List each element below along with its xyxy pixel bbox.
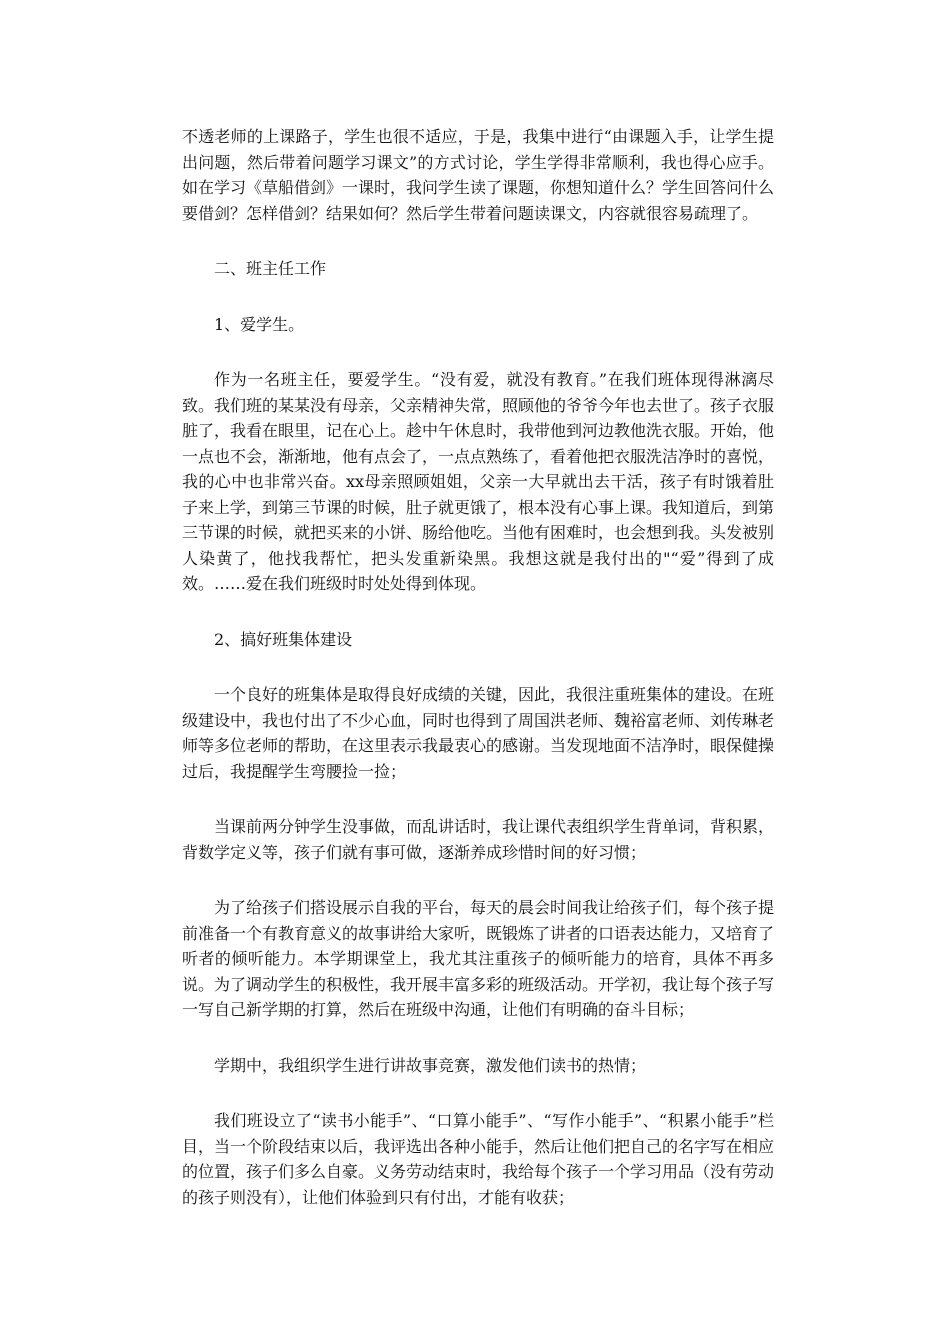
paragraph-love-students: 作为一名班主任，要爱学生。“没有爱，就没有教育。”在我们班体现得淋漓尽致。我们班的某某没有母亲，父亲精神失常，照顾他的爷爷今年也去世了。孩子衣服脏了，我看在眼里，记在心上。趁中午休息时，我带他到河边教他洗衣服。开始，他一点也不会，渐渐地，他有点会了，一点点熟练了，看着他把衣服洗洁净时的喜悦，我的心中也非常兴奋。xx母亲照顾姐姐，父亲一大早就出去干活，孩子有时饿着肚子来上学，到第三节课的时候，肚子就更饿了，根本没有心事上课。我知道后，到第三节课的时候，就把买来的小饼、肠给他吃。当他有困难时，也会想到我。头发被别人染黄了，他找我帮忙，把头发重新染黑。我想这就是我付出的"“爱”得到了成效。……爱在我们班级时时处处得到体现。 — [182, 370, 775, 593]
paragraph-little-experts: 我们班设立了“读书小能手”、“口算小能手”、“写作小能手”、“积累小能手”栏目，当一个阶段结束以后，我评选出各种小能手，然后让他们把自己的名字写在相应的位置，孩子们多么自豪。义务劳动结束时，我给每个孩子一个学习用品（没有劳动的孩子则没有），让他们体验到只有付出，才能有收获； — [182, 1111, 775, 1207]
subheading-love-students: 1、爱学生。 — [214, 314, 305, 334]
document-page — [182, 124, 774, 1210]
subheading-class-building: 2、搞好班集体建设 — [214, 629, 353, 649]
section-heading-class-teacher-work: 二、班主任工作 — [214, 259, 327, 278]
paragraph-continuation: 不透老师的上课路子，学生也很不适应，于是，我集中进行“由课题入手，让学生提出问题，然后带着问题学习课文”的方式讨论，学生学得非常顺利，我也得心应手。如在学习《草船借剑》一课时，我问学生读了课题，你想知道什么？学生回答问什么要借剑？怎样借剑？结果如何？然后学生带着问题读课文，内容就很容易疏理了。 — [182, 127, 775, 223]
paragraph-class-building: 一个良好的班集体是取得良好成绩的关键，因此，我很注重班集体的建设。在班级建设中，我也付出了不少心血，同时也得到了周国洪老师、魏裕富老师、刘传琳老师等多位老师的帮助，在这里表示我最衷心的感谢。当发现地面不洁净时，眼保健操过后，我提醒学生弯腰捡一捡； — [182, 685, 775, 781]
paragraph-before-class: 当课前两分钟学生没事做，而乱讲话时，我让课代表组织学生背单词，背积累，背数学定义等，孩子们就有事可做，逐渐养成珍惜时间的好习惯； — [182, 817, 775, 862]
paragraph-morning-meeting: 为了给孩子们搭设展示自我的平台，每天的晨会时间我让给孩子们，每个孩子提前准备一个有教育意义的故事讲给大家听，既锻炼了讲者的口语表达能力，又培育了听者的倾听能力。本学期课堂上，我尤其注重孩子的倾听能力的培育，具体不再多说。为了调动学生的积极性，我开展丰富多彩的班级活动。开学初，我让每个孩子写一写自己新学期的打算，然后在班级中沟通，让他们有明确的奋斗目标； — [182, 898, 775, 1019]
paragraph-story-contest: 学期中，我组织学生进行讲故事竞赛，激发他们读书的热情； — [214, 1055, 647, 1075]
